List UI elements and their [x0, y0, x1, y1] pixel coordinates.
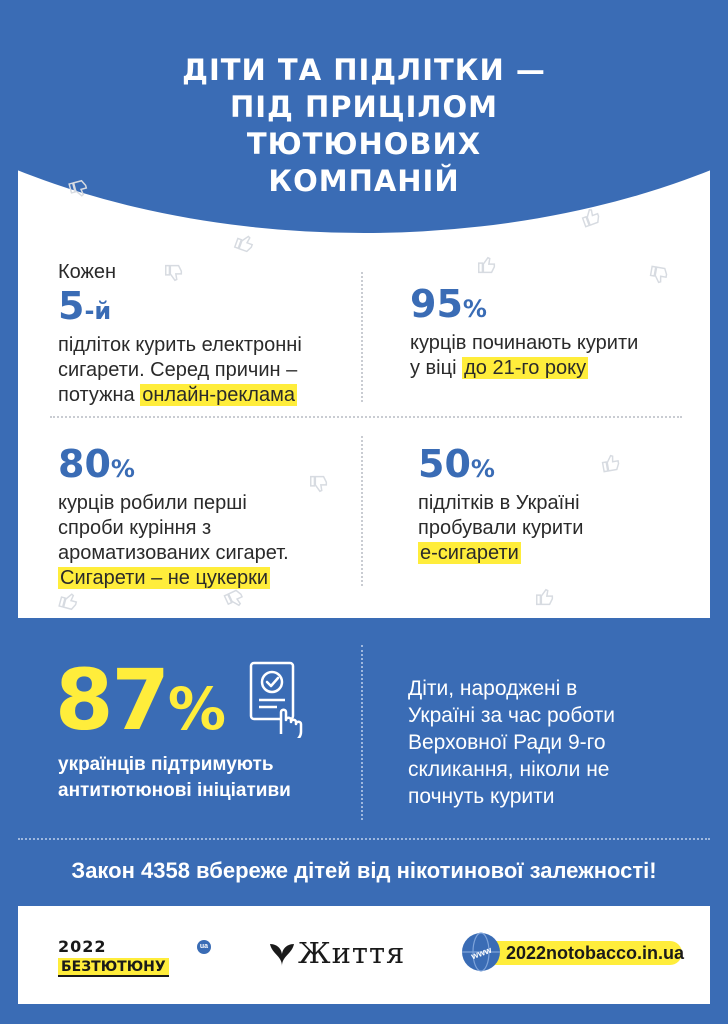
title-line: КОМПАНІЙ: [268, 164, 460, 198]
globe-label: www: [469, 944, 493, 962]
stat-flavored: [58, 442, 358, 591]
leaf-icon: [268, 938, 296, 968]
stat-desc-plain: у віці: [410, 357, 463, 379]
divider-horizontal: [50, 416, 682, 418]
divider-horizontal: [18, 838, 710, 840]
stat-desc-line: [410, 356, 700, 381]
stat-highlight: онлайн-реклама: [142, 384, 295, 406]
stat-desc-line: сигарети. Серед причин –: [58, 359, 298, 381]
kids-line: почнуть курити: [408, 785, 555, 808]
kids-line: Верховної Ради 9-го: [408, 731, 606, 754]
support-line: українців підтримують: [58, 754, 274, 775]
divider-vertical: [361, 272, 363, 402]
title-line: ПІД ПРИЦІЛОМ: [229, 90, 499, 124]
logo-year: 2022: [58, 937, 107, 956]
stat-desc-line: підліток курить електронні: [58, 334, 302, 356]
stat-value: [418, 442, 708, 491]
support-number: 87: [55, 651, 168, 749]
stat-desc-line: курців робили перші: [58, 492, 247, 514]
partner-logo-zhyttya[interactable]: Життя: [298, 936, 406, 970]
stat-desc-line: підлітків в Україні: [418, 492, 580, 514]
stat-suffix: %: [470, 455, 495, 483]
thumbs-up-icon: [231, 229, 259, 257]
law-statement: Закон 4358 вбереже дітей від нікотинової залежності!: [71, 858, 657, 883]
divider-vertical: [361, 645, 363, 820]
stat-value: [58, 442, 358, 491]
divider-vertical: [361, 436, 363, 586]
stat-highlight: Сигарети – не цукерки: [60, 567, 269, 589]
top-panel: [18, 18, 710, 618]
stat-fifth-teen: [58, 260, 358, 408]
stat-desc-line: спроби куріння з: [58, 517, 212, 539]
website-link[interactable]: 2022notobacco.in.ua: [506, 943, 685, 963]
stat-e-cigarettes: [418, 442, 708, 566]
kids-text: [408, 675, 698, 810]
title-line: ТЮТЮНОВИХ: [246, 127, 482, 161]
stat-desc-line: ароматизованих сигарет.: [58, 542, 289, 564]
stat-suffix: %: [110, 455, 135, 483]
page-title: [18, 52, 710, 200]
stat-desc-line: [58, 566, 358, 591]
globe-icon: [460, 931, 502, 973]
logo-name: БЕЗТЮТЮНУ: [58, 958, 169, 977]
kids-line: Діти, народжені в: [408, 677, 578, 700]
support-value: [55, 652, 224, 757]
stat-number: 50: [418, 442, 471, 486]
logo-2022-no-tobacco[interactable]: [58, 938, 169, 977]
title-line: ДІТИ ТА ПІДЛІТКИ —: [182, 53, 546, 87]
stat-smokers-start: [410, 282, 700, 381]
stat-prefix: Кожен: [58, 261, 117, 283]
stat-suffix: -й: [84, 297, 112, 325]
stat-number: 95: [410, 282, 463, 326]
stat-desc-line: курців починають курити: [410, 332, 639, 354]
stat-desc-plain: потужна: [58, 384, 141, 406]
vote-ballot-icon: [247, 660, 307, 738]
thumbs-up-icon: [476, 254, 498, 276]
stat-desc-line: [418, 541, 708, 566]
stat-number: 80: [58, 442, 111, 486]
stat-highlight: до 21-го року: [464, 357, 587, 379]
kids-line: скликання, ніколи не: [408, 758, 610, 781]
stat-highlight: е-сигарети: [420, 542, 519, 564]
support-suffix: %: [167, 675, 225, 743]
stat-suffix: %: [462, 295, 487, 323]
stat-desc-line: пробували курити: [418, 517, 584, 539]
thumbs-up-icon: [534, 586, 556, 608]
support-caption: [58, 752, 348, 804]
kids-line: Україні за час роботи: [408, 704, 615, 727]
thumbs-up-icon: [56, 588, 83, 615]
stat-value: [58, 284, 358, 333]
stat-number: 5: [58, 284, 85, 328]
ua-badge: ua: [197, 940, 211, 954]
stat-value: [410, 282, 700, 331]
stat-desc-line: [58, 383, 358, 408]
support-line: антитютюнові ініціативи: [58, 780, 291, 801]
